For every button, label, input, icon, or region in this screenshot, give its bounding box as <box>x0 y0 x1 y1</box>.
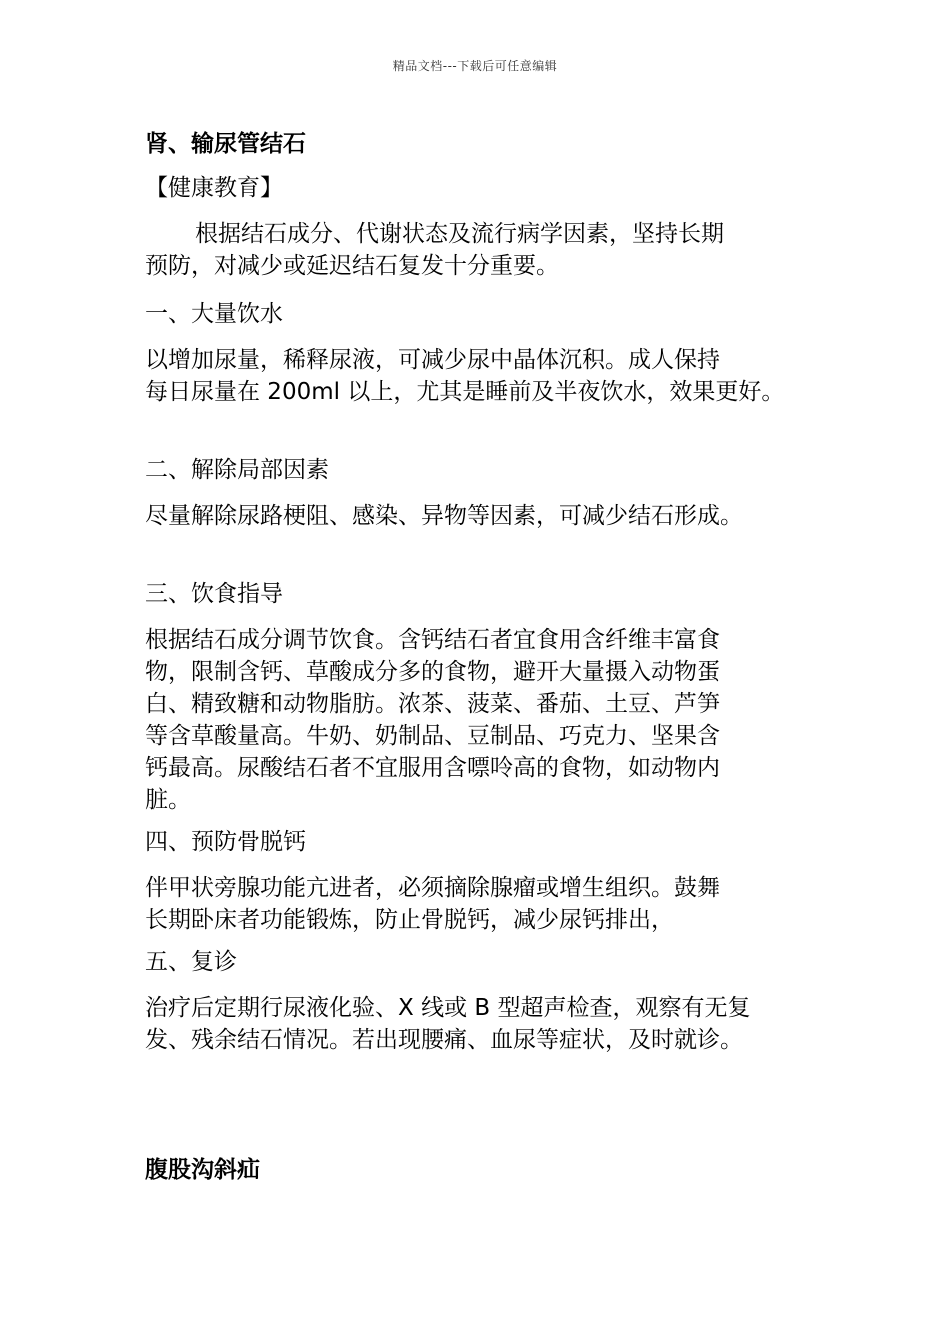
spacer <box>145 548 835 578</box>
section-body-3: 根据结石成分调节饮食。含钙结石者宜食用含纤维丰富食 物，限制含钙、草酸成分多的食物，避开大量摄入动物蛋 白、精致糖和动物脂肪。浓茶、菠菜、番茄、土豆、芦笋 等含草酸量高。牛奶、奶制品、豆制品、巧克力、坚果含 钙最高。尿酸结石者不宜服用含嘌呤高的食物，如动物内 脏。 <box>145 627 720 813</box>
section-heading-2: 二、解除局部因素 <box>145 457 329 483</box>
section-heading-4: 四、预防骨脱钙 <box>145 829 306 855</box>
page-header: 精品文档---下载后可任意编辑 <box>392 59 558 73</box>
document-content <box>145 128 835 1186</box>
section-heading-1: 一、大量饮水 <box>145 301 283 327</box>
section-body-1: 以增加尿量，稀释尿液，可减少尿中晶体沉积。成人保持 每日尿量在 200ml 以上，尤其是睡前及半夜饮水，效果更好。 <box>145 347 785 405</box>
spacer <box>145 1072 835 1154</box>
section-body-5: 治疗后定期行尿液化验、X 线或 B 型超声检查，观察有无复 发、残余结石情况。若出现腰痛、血尿等症状，及时就诊。 <box>145 995 751 1053</box>
spacer <box>145 424 835 454</box>
intro-paragraph: 根据结石成分、代谢状态及流行病学因素，坚持长期 预防，对减少或延迟结石复发十分重要。 <box>145 221 724 279</box>
document-subtitle: 【健康教育】 <box>145 175 283 201</box>
section-heading-3: 三、饮食指导 <box>145 581 283 607</box>
section-body-2: 尽量解除尿路梗阻、感染、异物等因素，可减少结石形成。 <box>145 503 743 529</box>
document-title: 肾、输尿管结石 <box>145 131 306 157</box>
next-document-title: 腹股沟斜疝 <box>145 1157 260 1183</box>
section-body-4: 伴甲状旁腺功能亢进者，必须摘除腺瘤或增生组织。鼓舞 长期卧床者功能锻炼，防止骨脱钙，减少尿钙排出， <box>145 875 720 933</box>
section-heading-5: 五、复诊 <box>145 949 237 975</box>
